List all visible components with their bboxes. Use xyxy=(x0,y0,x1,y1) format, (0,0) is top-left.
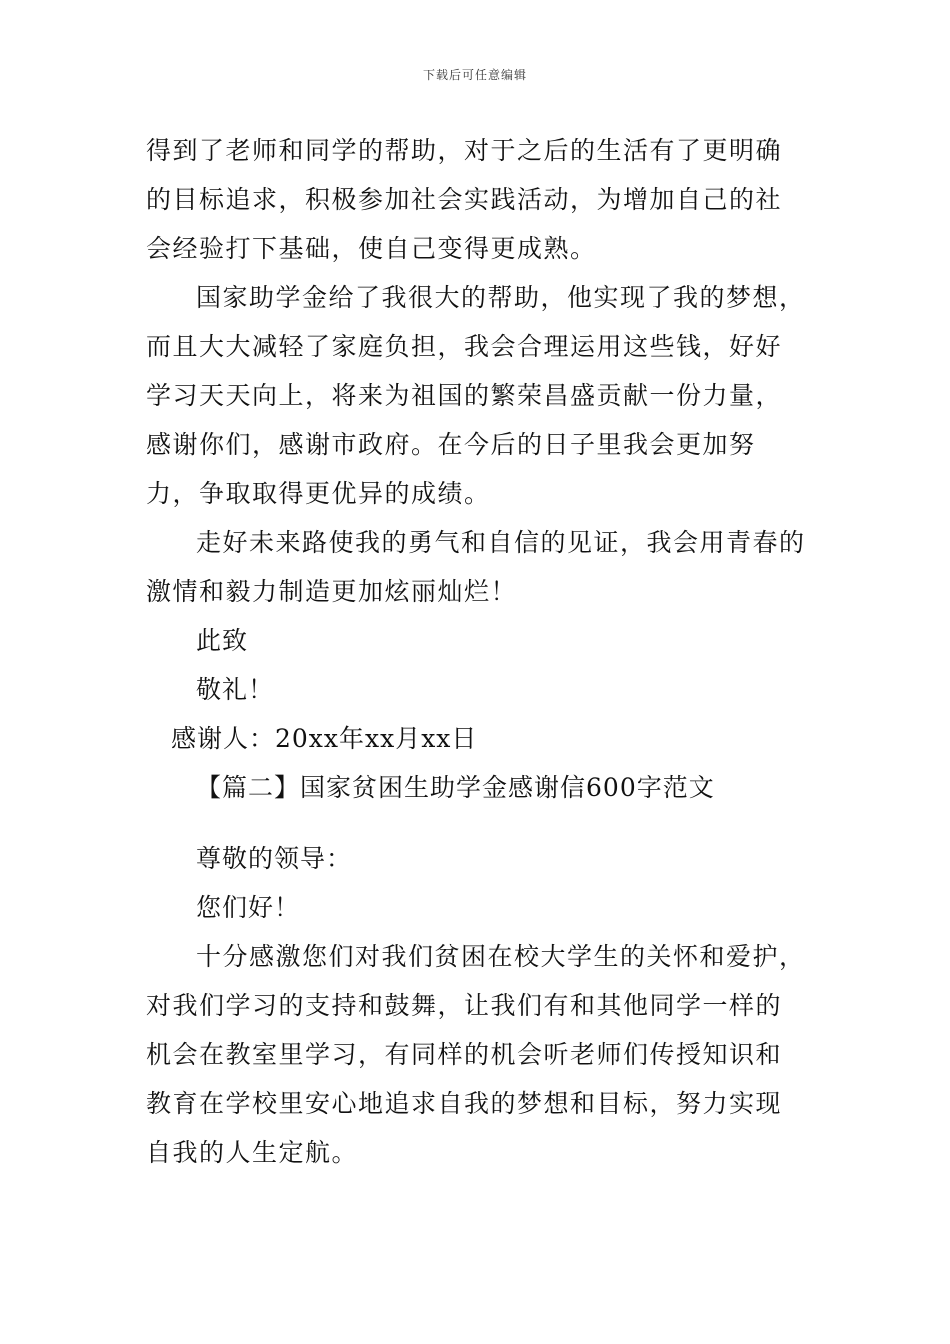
section-title: 【篇二】国家贫困生助学金感谢信600字范文 xyxy=(196,773,715,802)
paragraph-continued: 得到了老师和同学的帮助，对于之后的生活有了更明确的目标追求，积极参加社会实践活动，为增加自己的社会经验打下基础，使自己变得更成熟。 xyxy=(146,136,783,263)
paragraph-grant: 国家助学金给了我很大的帮助，他实现了我的梦想，而且大大减轻了家庭负担，我会合理运用这些钱，好好学习天天向上，将来为祖国的繁荣昌盛贡献一份力量，感谢你们，感谢市政府。在今后的日子里我会更加努力，争取取得更优异的成绩。 xyxy=(146,283,806,508)
signature-line: 感谢人：20xx年xx月xx日 xyxy=(171,724,478,753)
paragraph-thanks: 十分感激您们对我们贫困在校大学生的关怀和爱护，对我们学习的支持和鼓舞，让我们有和其他同学一样的机会在教室里学习，有同样的机会听老师们传授知识和教育在学校里安心地追求自我的梦想和目标，努力实现自我的人生定航。 xyxy=(146,942,806,1167)
closing-line-1: 此致 xyxy=(196,626,249,655)
paragraph-future: 走好未来路使我的勇气和自信的见证，我会用青春的激情和毅力制造更加炫丽灿烂！ xyxy=(146,528,806,606)
salutation: 尊敬的领导： xyxy=(196,844,353,873)
letter-body xyxy=(146,126,808,1177)
page-header-note: 下载后可任意编辑 xyxy=(422,68,527,82)
closing-line-2: 敬礼！ xyxy=(196,675,275,704)
greeting: 您们好！ xyxy=(196,893,301,922)
